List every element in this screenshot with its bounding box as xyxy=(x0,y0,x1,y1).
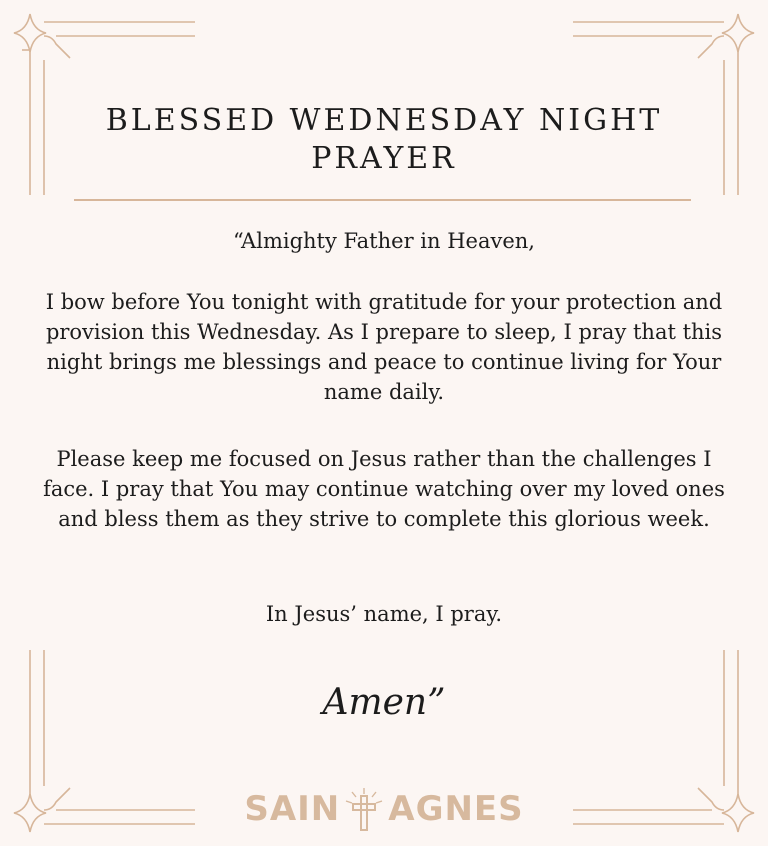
logo-text-right: AGNES xyxy=(388,789,524,829)
prayer-amen: Amen” xyxy=(322,682,446,723)
star-icon xyxy=(14,14,46,52)
prayer-paragraph-1: I bow before You tonight with gratitude for your protection and provision this Wednesday. As I prepare to sleep, I pray that this night brings me blessings and peace to continue living for Your name daily. xyxy=(45,290,723,404)
prayer-paragraph-2: Please keep me focused on Jesus rather than the challenges I face. I pray that You may continue watching over my loved ones and bless them as they strive to complete this glorious week. xyxy=(43,447,725,531)
star-icon xyxy=(722,794,754,832)
logo-text-left: SAIN xyxy=(244,789,341,829)
cross-icon xyxy=(342,786,386,832)
prayer-closing: In Jesus’ name, I pray. xyxy=(265,602,503,626)
brand-logo xyxy=(240,786,528,832)
title-divider xyxy=(74,199,691,201)
star-icon xyxy=(14,794,46,832)
star-icon xyxy=(722,14,754,52)
page-title: BLESSED WEDNESDAY NIGHT PRAYER xyxy=(105,103,663,176)
prayer-opening: “Almighty Father in Heaven, xyxy=(233,229,535,253)
